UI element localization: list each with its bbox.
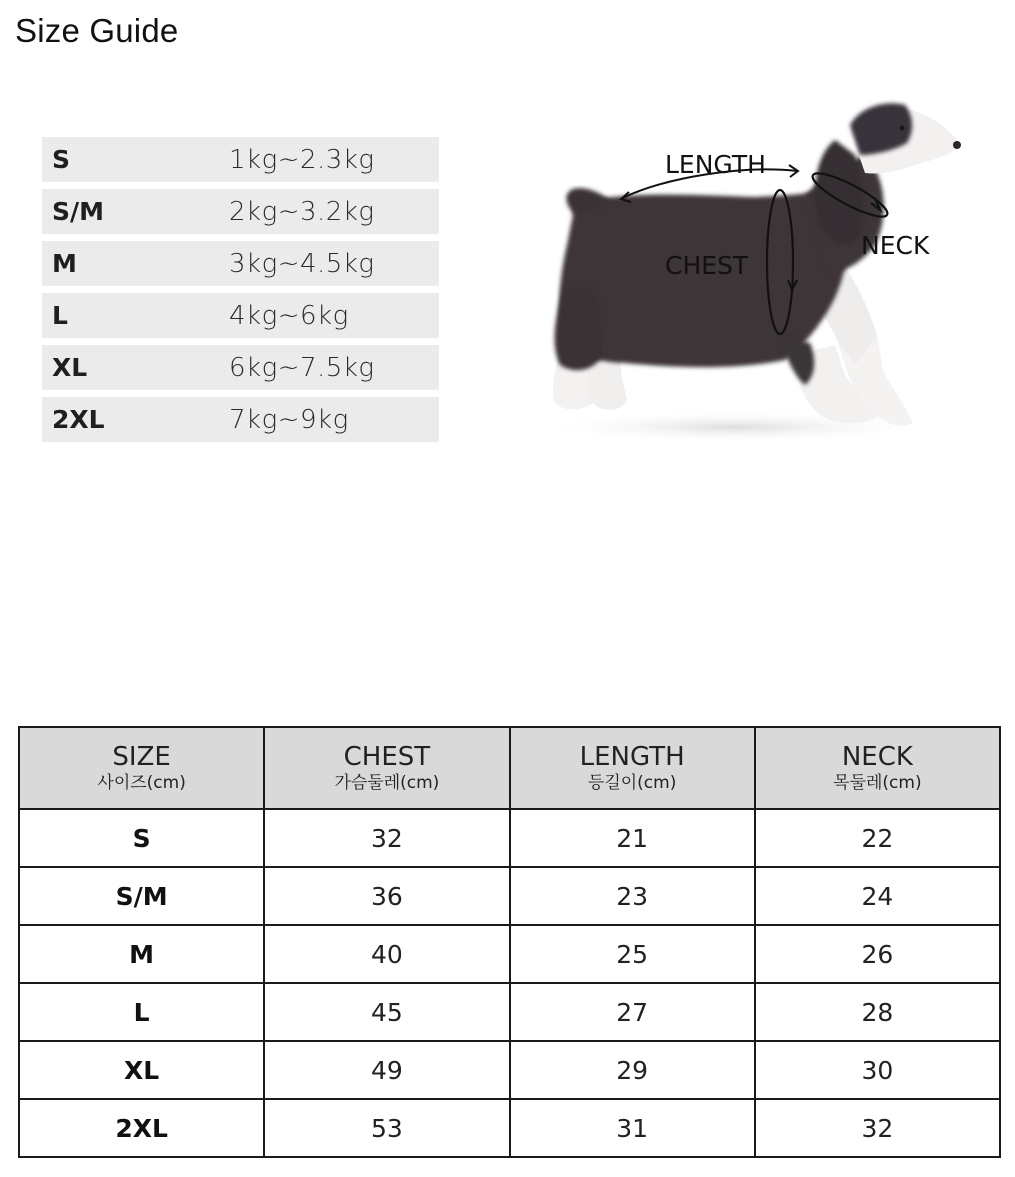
size-cell: S/M [19, 867, 264, 925]
length-cell: 23 [510, 867, 755, 925]
header-ko: 사이즈(cm) [97, 773, 186, 793]
weight-size: 2XL [52, 405, 105, 434]
weight-range: 3kg~4.5kg [229, 248, 375, 279]
chest-cell: 40 [264, 925, 509, 983]
neck-cell: 24 [755, 867, 1000, 925]
table-row [19, 925, 1000, 983]
neck-cell: 30 [755, 1041, 1000, 1099]
length-cell: 21 [510, 809, 755, 867]
chest-cell: 45 [264, 983, 509, 1041]
weight-row [42, 397, 439, 442]
neck-cell: 28 [755, 983, 1000, 1041]
size-cell: L [19, 983, 264, 1041]
table-header-row [19, 727, 1000, 809]
length-cell: 31 [510, 1099, 755, 1157]
weight-row [42, 189, 439, 234]
size-cell: S [19, 809, 264, 867]
weight-row [42, 137, 439, 182]
table-row [19, 983, 1000, 1041]
header-neck [755, 727, 1000, 809]
weight-size: M [52, 249, 77, 278]
chest-label: CHEST [665, 251, 749, 280]
weight-range: 4kg~6kg [229, 300, 349, 331]
table-row [19, 809, 1000, 867]
length-label: LENGTH [665, 150, 766, 179]
header-ko: 가슴둘레(cm) [334, 773, 440, 793]
header-ko: 등길이(cm) [587, 773, 677, 793]
length-cell: 29 [510, 1041, 755, 1099]
header-en: NECK [841, 742, 913, 772]
table-row [19, 1041, 1000, 1099]
page-title: Size Guide [15, 12, 179, 49]
table-row [19, 867, 1000, 925]
size-chart-table [18, 726, 1001, 1158]
header-ko: 목둘레(cm) [833, 773, 922, 793]
header-size [19, 727, 264, 809]
size-cell: XL [19, 1041, 264, 1099]
neck-cell: 32 [755, 1099, 1000, 1157]
header-en: LENGTH [579, 742, 685, 772]
weight-row [42, 241, 439, 286]
length-cell: 25 [510, 925, 755, 983]
length-cell: 27 [510, 983, 755, 1041]
size-cell: M [19, 925, 264, 983]
header-en: SIZE [112, 742, 171, 772]
size-cell: 2XL [19, 1099, 264, 1157]
chest-cell: 36 [264, 867, 509, 925]
chest-cell: 49 [264, 1041, 509, 1099]
weight-size: L [52, 301, 68, 330]
neck-cell: 22 [755, 809, 1000, 867]
weight-range: 7kg~9kg [229, 404, 349, 435]
weight-guide-table [42, 137, 439, 442]
dog-measurement-diagram [505, 85, 1005, 455]
neck-cell: 26 [755, 925, 1000, 983]
weight-size: XL [52, 353, 88, 382]
header-length [510, 727, 755, 809]
chest-cell: 53 [264, 1099, 509, 1157]
weight-size: S [52, 145, 71, 174]
neck-label: NECK [861, 231, 930, 260]
weight-range: 1kg~2.3kg [229, 144, 375, 175]
weight-range: 6kg~7.5kg [229, 352, 375, 383]
weight-range: 2kg~3.2kg [229, 196, 375, 227]
header-en: CHEST [343, 742, 431, 772]
table-row [19, 1099, 1000, 1157]
chest-cell: 32 [264, 809, 509, 867]
weight-row [42, 293, 439, 338]
header-chest [264, 727, 509, 809]
weight-row [42, 345, 439, 390]
weight-size: S/M [52, 197, 105, 226]
